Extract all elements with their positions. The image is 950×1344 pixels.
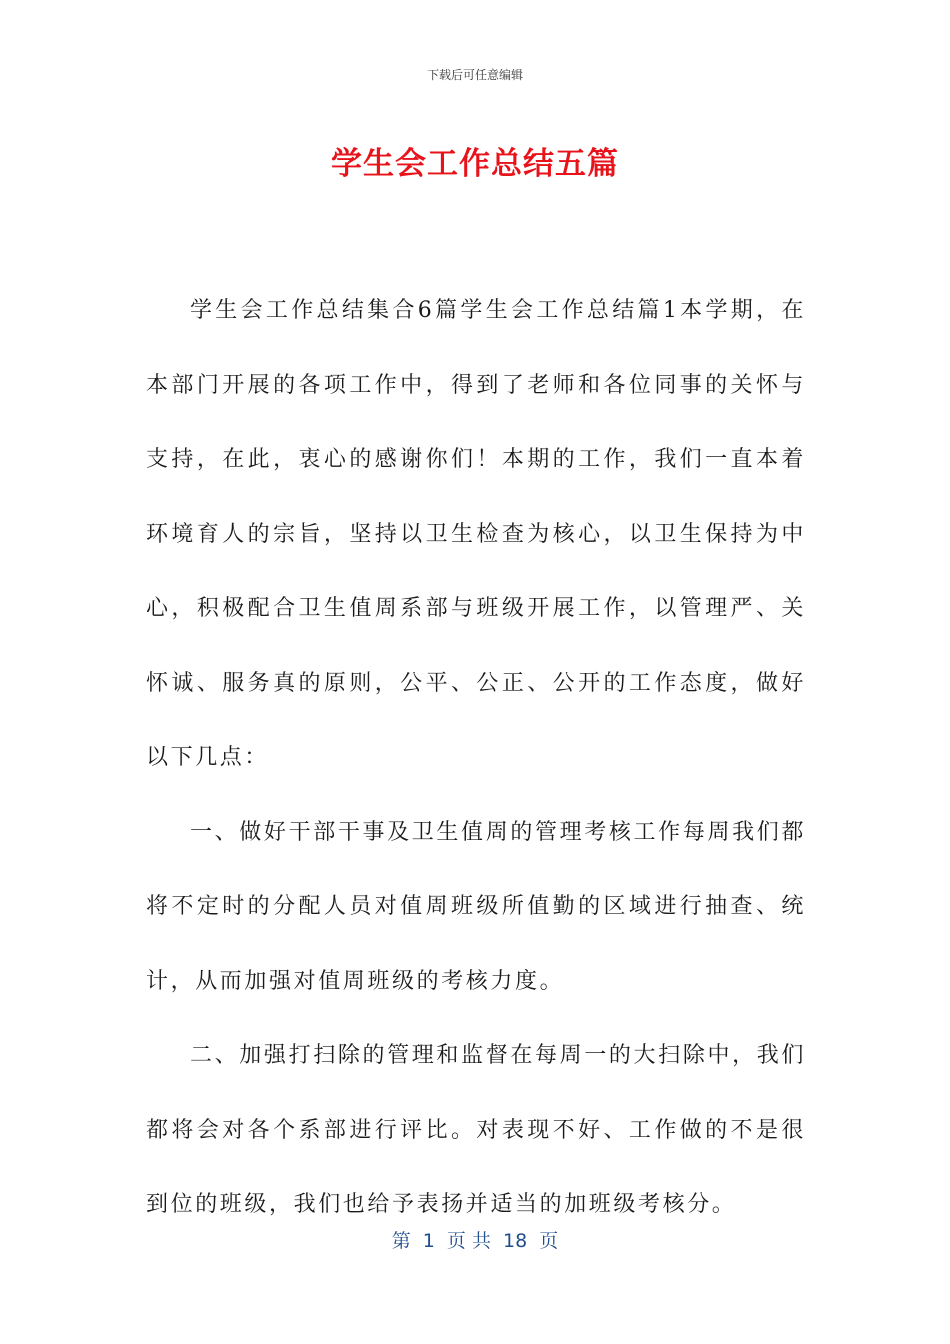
paragraph-1: 学生会工作总结集合6篇学生会工作总结篇1本学期，在本部门开展的各项工作中，得到了老师和各位同事的关怀与支持，在此，衷心的感谢你们！本期的工作，我们一直本着环境育人的宗旨，坚持以卫生检查为核心，以卫生保持为中心，积极配合卫生值周系部与班级开展工作，以管理严、关怀诚、服务真的原则，公平、公正、公开的工作态度，做好以下几点： [146,298,806,770]
document-title: 学生会工作总结五篇 [331,146,619,182]
paragraph-3: 二、加强打扫除的管理和监督在每周一的大扫除中，我们都将会对各个系部进行评比。对表现不好、工作做的不是很到位的班级，我们也给予表扬并适当的加班级考核分。 [146,1043,806,1217]
document-body [146,274,806,1243]
header-note: 下载后可任意编辑 [426,68,523,82]
page-number-footer: 第 1 页 共 18 页 [391,1230,559,1252]
paragraph-2: 一、做好干部干事及卫生值周的管理考核工作每周我们都将不定时的分配人员对值周班级所值勤的区域进行抽查、统计，从而加强对值周班级的考核力度。 [146,819,806,994]
